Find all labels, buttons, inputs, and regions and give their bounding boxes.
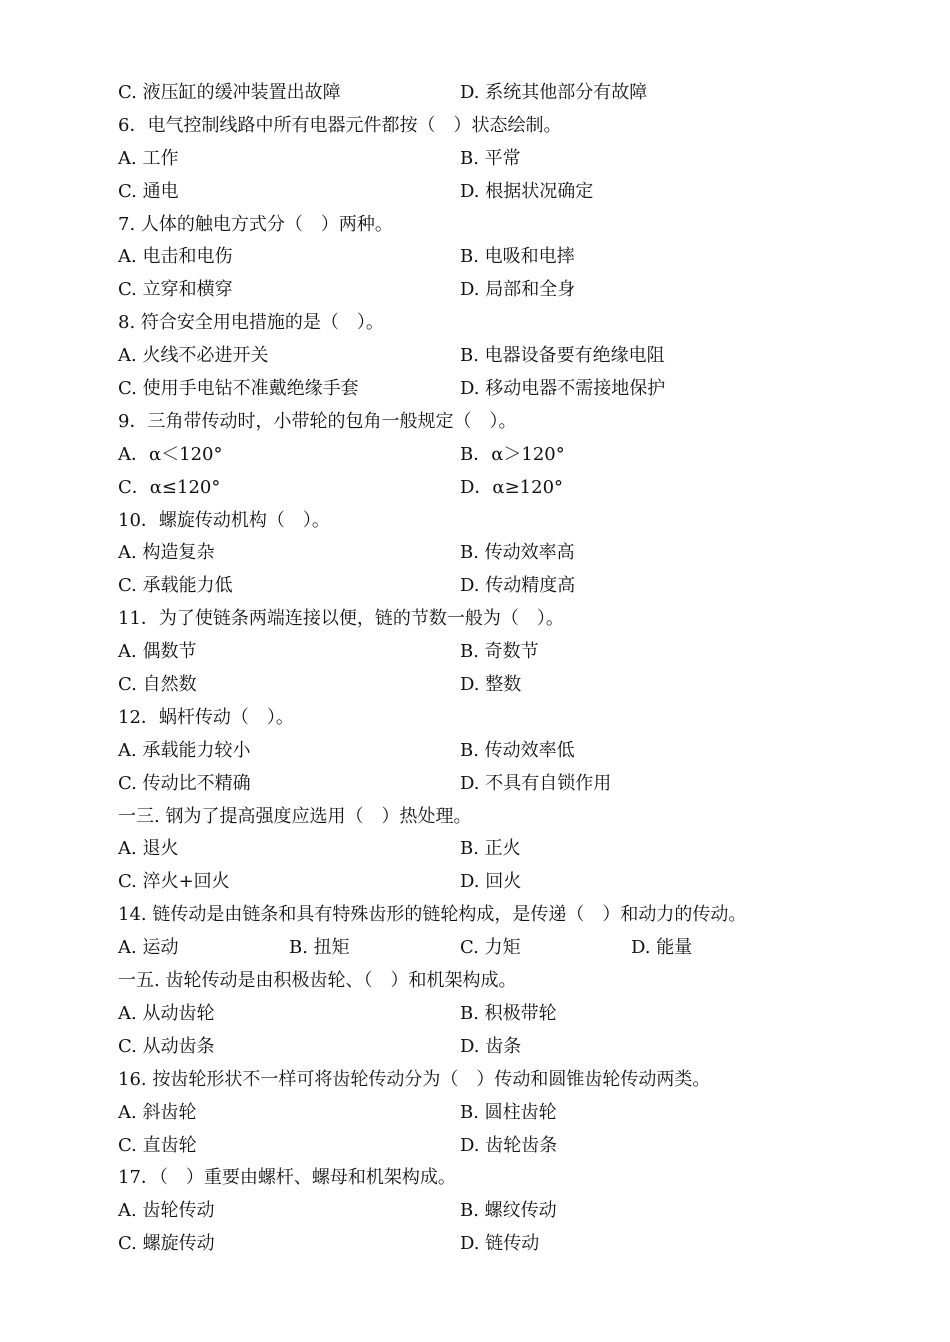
question-stem: 17．（ ）重要由螺杆、螺母和机架构成。 bbox=[118, 1167, 456, 1189]
option-right: D. 齿条 bbox=[460, 1035, 522, 1057]
option-left: A. 偶数节 bbox=[118, 641, 197, 663]
question-stem: 12．蜗杆传动（ ）。 bbox=[118, 706, 294, 728]
option-a: A. 运动 bbox=[118, 937, 179, 959]
option-c: C. 力矩 bbox=[460, 937, 521, 959]
options-row bbox=[118, 1195, 838, 1228]
option-right: B. 螺纹传动 bbox=[460, 1200, 557, 1222]
option-right: D. 回火 bbox=[460, 871, 522, 893]
options-row bbox=[118, 1130, 838, 1163]
option-d: D. 能量 bbox=[631, 937, 693, 959]
options-row bbox=[118, 735, 838, 768]
option-right: D. 齿轮齿条 bbox=[460, 1134, 558, 1156]
option-right: B. 奇数节 bbox=[460, 641, 539, 663]
option-left: A. 承载能力较小 bbox=[118, 739, 251, 761]
option-left: A. 斜齿轮 bbox=[118, 1101, 197, 1123]
option-left: C. 传动比不精确 bbox=[118, 772, 251, 794]
options-row bbox=[118, 241, 838, 274]
options-row bbox=[118, 472, 838, 505]
option-left: A. 工作 bbox=[118, 147, 179, 169]
options-row bbox=[118, 998, 838, 1031]
question-stem: 14. 链传动是由链条和具有特殊齿形的链轮构成，是传递（ ）和动力的传动。 bbox=[118, 904, 747, 926]
options-row bbox=[118, 866, 838, 899]
question-stem: 6．电气控制线路中所有电器元件都按（ ）状态绘制。 bbox=[118, 114, 562, 136]
option-right: B. 电吸和电摔 bbox=[460, 246, 575, 268]
option-left: C. 自然数 bbox=[118, 674, 197, 696]
option-right: D．α≥120° bbox=[460, 476, 564, 498]
option-left: A. 从动齿轮 bbox=[118, 1002, 215, 1024]
option-right: D. 移动电器不需接地保护 bbox=[460, 378, 666, 400]
option-right: D. 传动精度高 bbox=[460, 575, 576, 597]
option-left: A. 电击和电伤 bbox=[118, 246, 233, 268]
option-left: C. 直齿轮 bbox=[118, 1134, 197, 1156]
option-left: C. 承载能力低 bbox=[118, 575, 233, 597]
option-left: C. 使用手电钻不准戴绝缘手套 bbox=[118, 378, 359, 400]
option-b: B. 扭矩 bbox=[289, 937, 350, 959]
option-left: C. 通电 bbox=[118, 180, 179, 202]
option-right: B. 传动效率高 bbox=[460, 542, 575, 564]
option-right: B. 积极带轮 bbox=[460, 1002, 557, 1024]
option-left: A. 构造复杂 bbox=[118, 542, 215, 564]
question-list bbox=[118, 77, 838, 1261]
option-left: C. 液压缸的缓冲装置出故障 bbox=[118, 82, 341, 103]
question-stem: 一三. 钢为了提高强度应选用（ ）热处理。 bbox=[118, 805, 472, 827]
option-left: A. 齿轮传动 bbox=[118, 1200, 215, 1222]
options-row bbox=[118, 373, 838, 406]
option-left: C. 螺旋传动 bbox=[118, 1233, 215, 1255]
options-row bbox=[118, 669, 838, 702]
options-row bbox=[118, 636, 838, 669]
option-left: A. 火线不必进开关 bbox=[118, 345, 269, 367]
option-right: B. 圆柱齿轮 bbox=[460, 1101, 557, 1123]
option-right: B. 电器设备要有绝缘电阻 bbox=[460, 345, 665, 367]
option-right: B. 平常 bbox=[460, 147, 521, 169]
options-row bbox=[118, 537, 838, 570]
question-stem: 16. 按齿轮形状不一样可将齿轮传动分为（ ）传动和圆锥齿轮传动两类。 bbox=[118, 1068, 711, 1090]
question-stem: 8. 符合安全用电措施的是（ ）。 bbox=[118, 312, 384, 334]
options-row bbox=[118, 1031, 838, 1064]
options-row bbox=[118, 1228, 838, 1261]
option-left: A. 退火 bbox=[118, 838, 179, 860]
options-row bbox=[118, 768, 838, 801]
option-left: C. 立穿和横穿 bbox=[118, 279, 233, 301]
options-row bbox=[118, 833, 838, 866]
question-stem: 一五. 齿轮传动是由积极齿轮、（ ）和机架构成。 bbox=[118, 970, 517, 992]
options-row bbox=[118, 340, 838, 373]
options-row bbox=[118, 274, 838, 307]
option-left: C. 从动齿条 bbox=[118, 1035, 215, 1057]
question-stem: 10．螺旋传动机构（ ）。 bbox=[118, 509, 330, 531]
options-row bbox=[118, 932, 838, 965]
option-right: B. 传动效率低 bbox=[460, 739, 575, 761]
options-row bbox=[118, 143, 838, 176]
option-right: D. 根据状况确定 bbox=[460, 180, 594, 202]
options-row bbox=[118, 77, 838, 110]
question-stem: 7. 人体的触电方式分（ ）两种。 bbox=[118, 213, 393, 235]
option-left: C. 淬火+回火 bbox=[118, 871, 230, 893]
options-row bbox=[118, 439, 838, 472]
option-left: A．α＜120° bbox=[118, 443, 223, 465]
option-right: B. 正火 bbox=[460, 838, 521, 860]
option-right: D. 局部和全身 bbox=[460, 279, 576, 301]
question-stem: 9．三角带传动时，小带轮的包角一般规定（ ）。 bbox=[118, 410, 517, 432]
option-right: D. 系统其他部分有故障 bbox=[460, 82, 648, 103]
option-right: B．α＞120° bbox=[460, 443, 565, 465]
option-right: D. 不具有自锁作用 bbox=[460, 772, 612, 794]
question-stem: 11．为了使链条两端连接以便，链的节数一般为（ ）。 bbox=[118, 608, 564, 630]
option-right: D. 整数 bbox=[460, 674, 522, 696]
option-left: C．α≤120° bbox=[118, 476, 221, 498]
options-row bbox=[118, 570, 838, 603]
option-right: D. 链传动 bbox=[460, 1233, 540, 1255]
options-row bbox=[118, 1097, 838, 1130]
options-row bbox=[118, 176, 838, 209]
